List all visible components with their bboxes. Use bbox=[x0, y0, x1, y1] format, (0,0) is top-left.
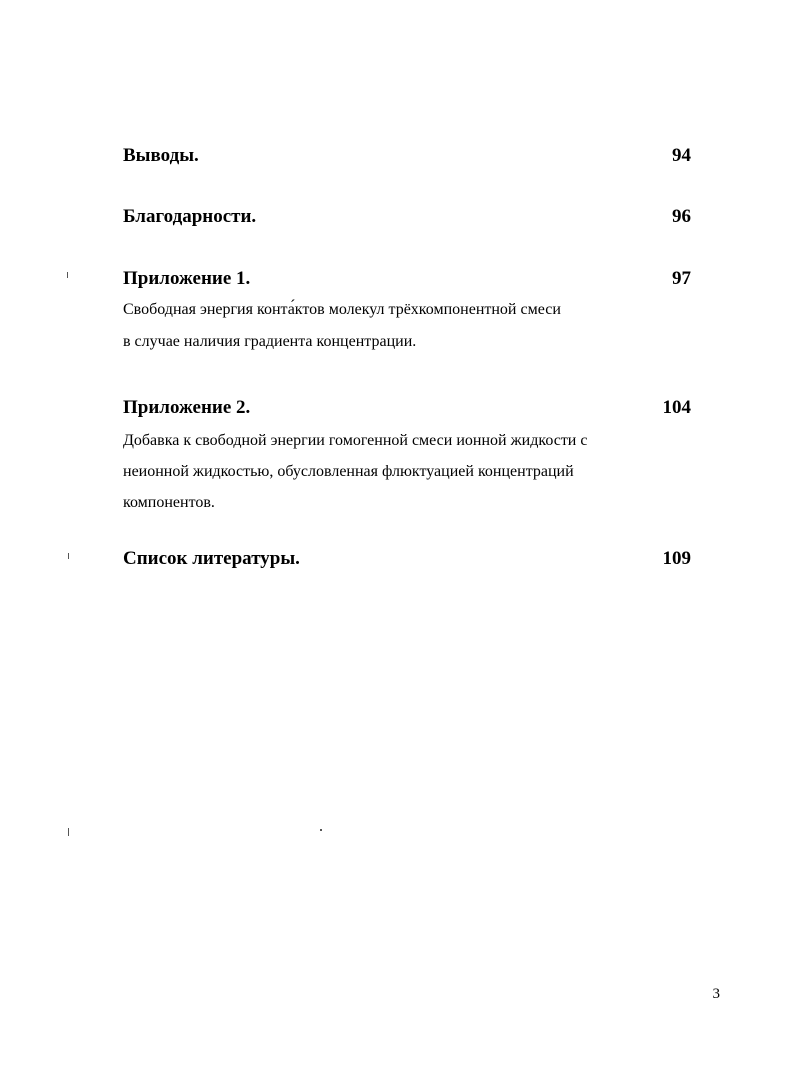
toc-entry-description-line: компонентов. bbox=[123, 494, 215, 511]
toc-entry-title-appendix-2: Приложение 2. bbox=[123, 397, 251, 418]
toc-entry-description-line: Добавка к свободной энергии гомогенной смеси ионной жидкости с bbox=[123, 432, 588, 449]
toc-entry-description-line: в случае наличия градиента концентрации. bbox=[123, 333, 417, 350]
toc-entry-title-conclusions: Выводы. bbox=[123, 145, 199, 166]
toc-entry-description-line: неионной жидкостью, обусловленная флюктуацией концентраций bbox=[123, 463, 574, 480]
page-number: 3 bbox=[712, 986, 720, 1002]
toc-entry-description-line: Свободная энергия конта́ктов молекул трёхкомпонентной смеси bbox=[123, 301, 561, 318]
scan-speck bbox=[67, 272, 68, 278]
scan-speck bbox=[68, 828, 69, 836]
toc-entry-title-appendix-1: Приложение 1. bbox=[123, 268, 251, 289]
toc-entry-title-acknowledgements: Благодарности. bbox=[123, 206, 257, 227]
toc-entry-title-references: Список литературы. bbox=[123, 548, 300, 569]
scan-speck bbox=[320, 829, 322, 831]
toc-entry-page-acknowledgements: 96 bbox=[672, 206, 691, 227]
toc-entry-page-appendix-2: 104 bbox=[662, 397, 691, 418]
toc-entry-page-references: 109 bbox=[662, 548, 691, 569]
toc-entry-page-appendix-1: 97 bbox=[672, 268, 691, 289]
scan-speck bbox=[68, 553, 69, 559]
toc-entry-page-conclusions: 94 bbox=[672, 145, 691, 166]
